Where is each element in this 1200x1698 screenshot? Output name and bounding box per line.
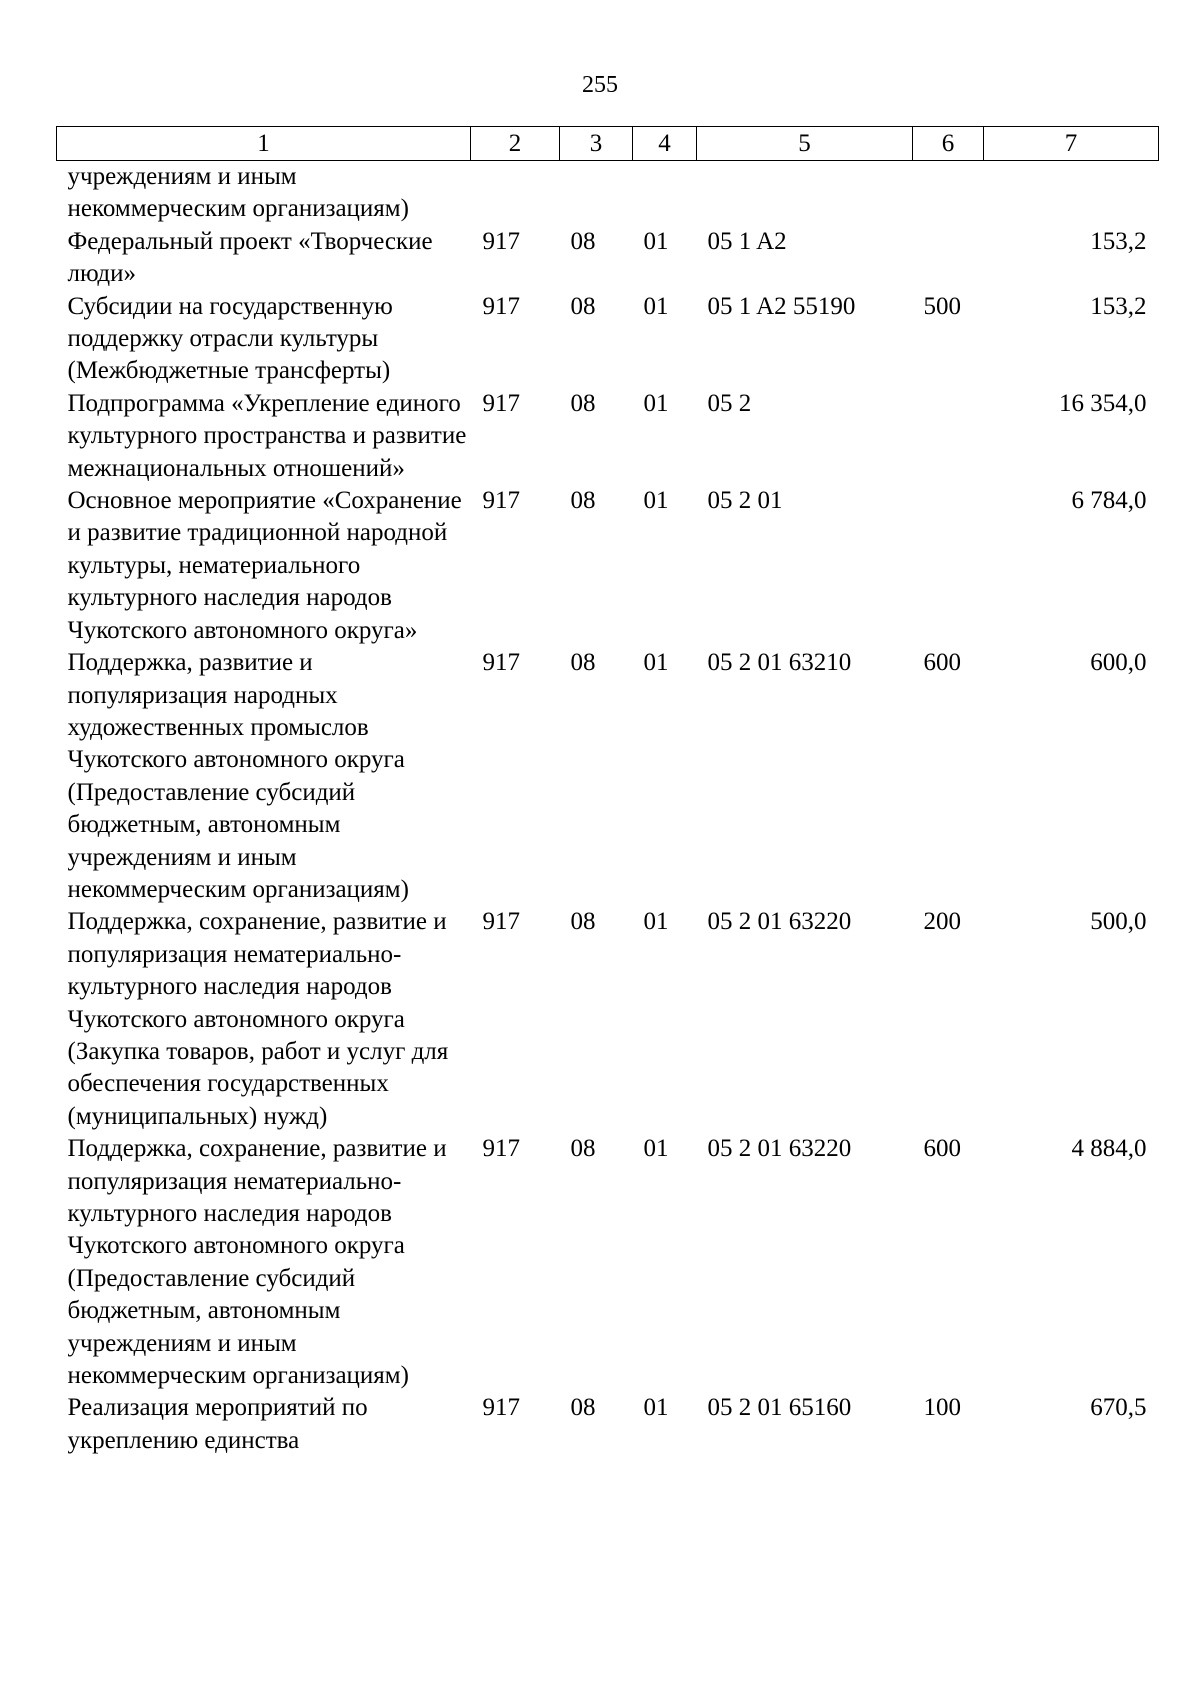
row-target-article: 05 2 01 63210 — [707, 649, 852, 677]
row-subsection: 01 — [643, 1135, 669, 1163]
row-amount: 16 354,0 — [1059, 389, 1147, 417]
row-subsection: 01 — [643, 227, 669, 255]
row-amount: 153,2 — [1090, 292, 1147, 320]
row-amount: 4 884,0 — [1071, 1135, 1147, 1163]
table-row — [57, 161, 1159, 226]
row-amount: 500,0 — [1090, 908, 1147, 936]
row-subsection: 01 — [643, 649, 669, 677]
row-admin-code: 917 — [482, 487, 520, 515]
row-expense-type: 100 — [923, 1394, 961, 1422]
row-expense-type — [913, 161, 984, 226]
row-admin-code — [471, 161, 560, 226]
row-target-article: 05 1 A2 55190 — [707, 292, 856, 320]
row-expense-type: 600 — [923, 649, 961, 677]
row-admin-code: 917 — [482, 227, 520, 255]
row-name: Поддержка, сохранение, развитие и популяризация нематериально-культурного наследия народов Чукотского автономного округа (Закупка товаров, работ и услуг для обеспечения государственных (муниципальных) нужд) — [67, 908, 449, 1130]
header-col-5: 5 — [697, 127, 913, 161]
header-col-2: 2 — [471, 127, 560, 161]
row-expense-type: 500 — [923, 292, 961, 320]
row-target-article: 05 2 01 63220 — [707, 1135, 852, 1163]
header-col-6: 6 — [913, 127, 984, 161]
row-target-article: 05 2 — [707, 389, 752, 417]
row-section: 08 — [570, 649, 596, 677]
table-row — [57, 647, 1159, 906]
row-section: 08 — [570, 908, 596, 936]
row-admin-code: 917 — [482, 1135, 520, 1163]
table-row — [57, 1392, 1159, 1457]
row-target-article: 05 2 01 63220 — [707, 908, 852, 936]
row-expense-type — [913, 388, 984, 485]
row-expense-type: 200 — [923, 908, 961, 936]
table-row — [57, 906, 1159, 1133]
row-name: Основное мероприятие «Сохранение и развитие традиционной народной культуры, нематериального культурного наследия народов Чукотского автономного округа» — [67, 487, 462, 644]
row-section — [560, 161, 633, 226]
row-admin-code: 917 — [482, 1394, 520, 1422]
row-section: 08 — [570, 389, 596, 417]
row-target-article: 05 2 01 — [707, 487, 783, 515]
row-name: Субсидии на государственную поддержку отрасли культуры (Межбюджетные трансферты) — [67, 292, 393, 385]
row-amount: 670,5 — [1090, 1394, 1147, 1422]
table-row — [57, 388, 1159, 485]
budget-table — [56, 126, 1159, 1457]
row-amount — [984, 161, 1159, 226]
table-row — [57, 226, 1159, 291]
row-name: Поддержка, развитие и популяризация народных художественных промыслов Чукотского автономного округа (Предоставление субсидий бюджетным, автономным учреждениям и иным некоммерческим организациям) — [67, 649, 409, 903]
header-col-4: 4 — [633, 127, 697, 161]
row-name: Реализация мероприятий по укреплению единства — [67, 1394, 368, 1454]
table-row — [57, 1133, 1159, 1392]
row-section: 08 — [570, 487, 596, 515]
row-name: Подпрограмма «Укрепление единого культурного пространства и развитие межнациональных отношений» — [67, 389, 467, 482]
row-subsection: 01 — [643, 487, 669, 515]
row-expense-type — [913, 485, 984, 647]
table-header-row — [57, 127, 1159, 161]
header-col-7: 7 — [984, 127, 1159, 161]
row-target-article — [697, 161, 913, 226]
row-admin-code: 917 — [482, 389, 520, 417]
row-expense-type: 600 — [923, 1135, 961, 1163]
row-name: учреждениям и иным некоммерческим организациям) — [67, 163, 409, 223]
row-section: 08 — [570, 227, 596, 255]
row-amount: 600,0 — [1090, 649, 1147, 677]
header-col-1: 1 — [57, 127, 471, 161]
row-amount: 6 784,0 — [1071, 487, 1147, 515]
row-section: 08 — [570, 1135, 596, 1163]
row-subsection: 01 — [643, 292, 669, 320]
row-admin-code: 917 — [482, 649, 520, 677]
table-row — [57, 485, 1159, 647]
row-name: Федеральный проект «Творческие люди» — [67, 227, 433, 288]
row-admin-code: 917 — [482, 292, 520, 320]
page-number: 255 — [582, 72, 618, 98]
table-body — [57, 161, 1159, 1458]
row-subsection: 01 — [643, 908, 669, 936]
row-section: 08 — [570, 1394, 596, 1422]
header-col-3: 3 — [560, 127, 633, 161]
table-header — [57, 127, 1159, 161]
row-target-article: 05 1 A2 — [707, 227, 787, 255]
row-section: 08 — [570, 292, 596, 320]
row-name: Поддержка, сохранение, развитие и популяризация нематериально-культурного наследия народов Чукотского автономного округа (Предоставление субсидий бюджетным, автономным учреждениям и иным некоммерческим организациям) — [67, 1135, 447, 1390]
row-admin-code: 917 — [482, 908, 520, 936]
row-subsection — [633, 161, 697, 226]
row-target-article: 05 2 01 65160 — [707, 1394, 852, 1422]
row-subsection: 01 — [643, 1394, 669, 1422]
table-row — [57, 291, 1159, 388]
row-expense-type — [913, 226, 984, 291]
row-subsection: 01 — [643, 389, 669, 417]
row-amount: 153,2 — [1090, 227, 1147, 255]
